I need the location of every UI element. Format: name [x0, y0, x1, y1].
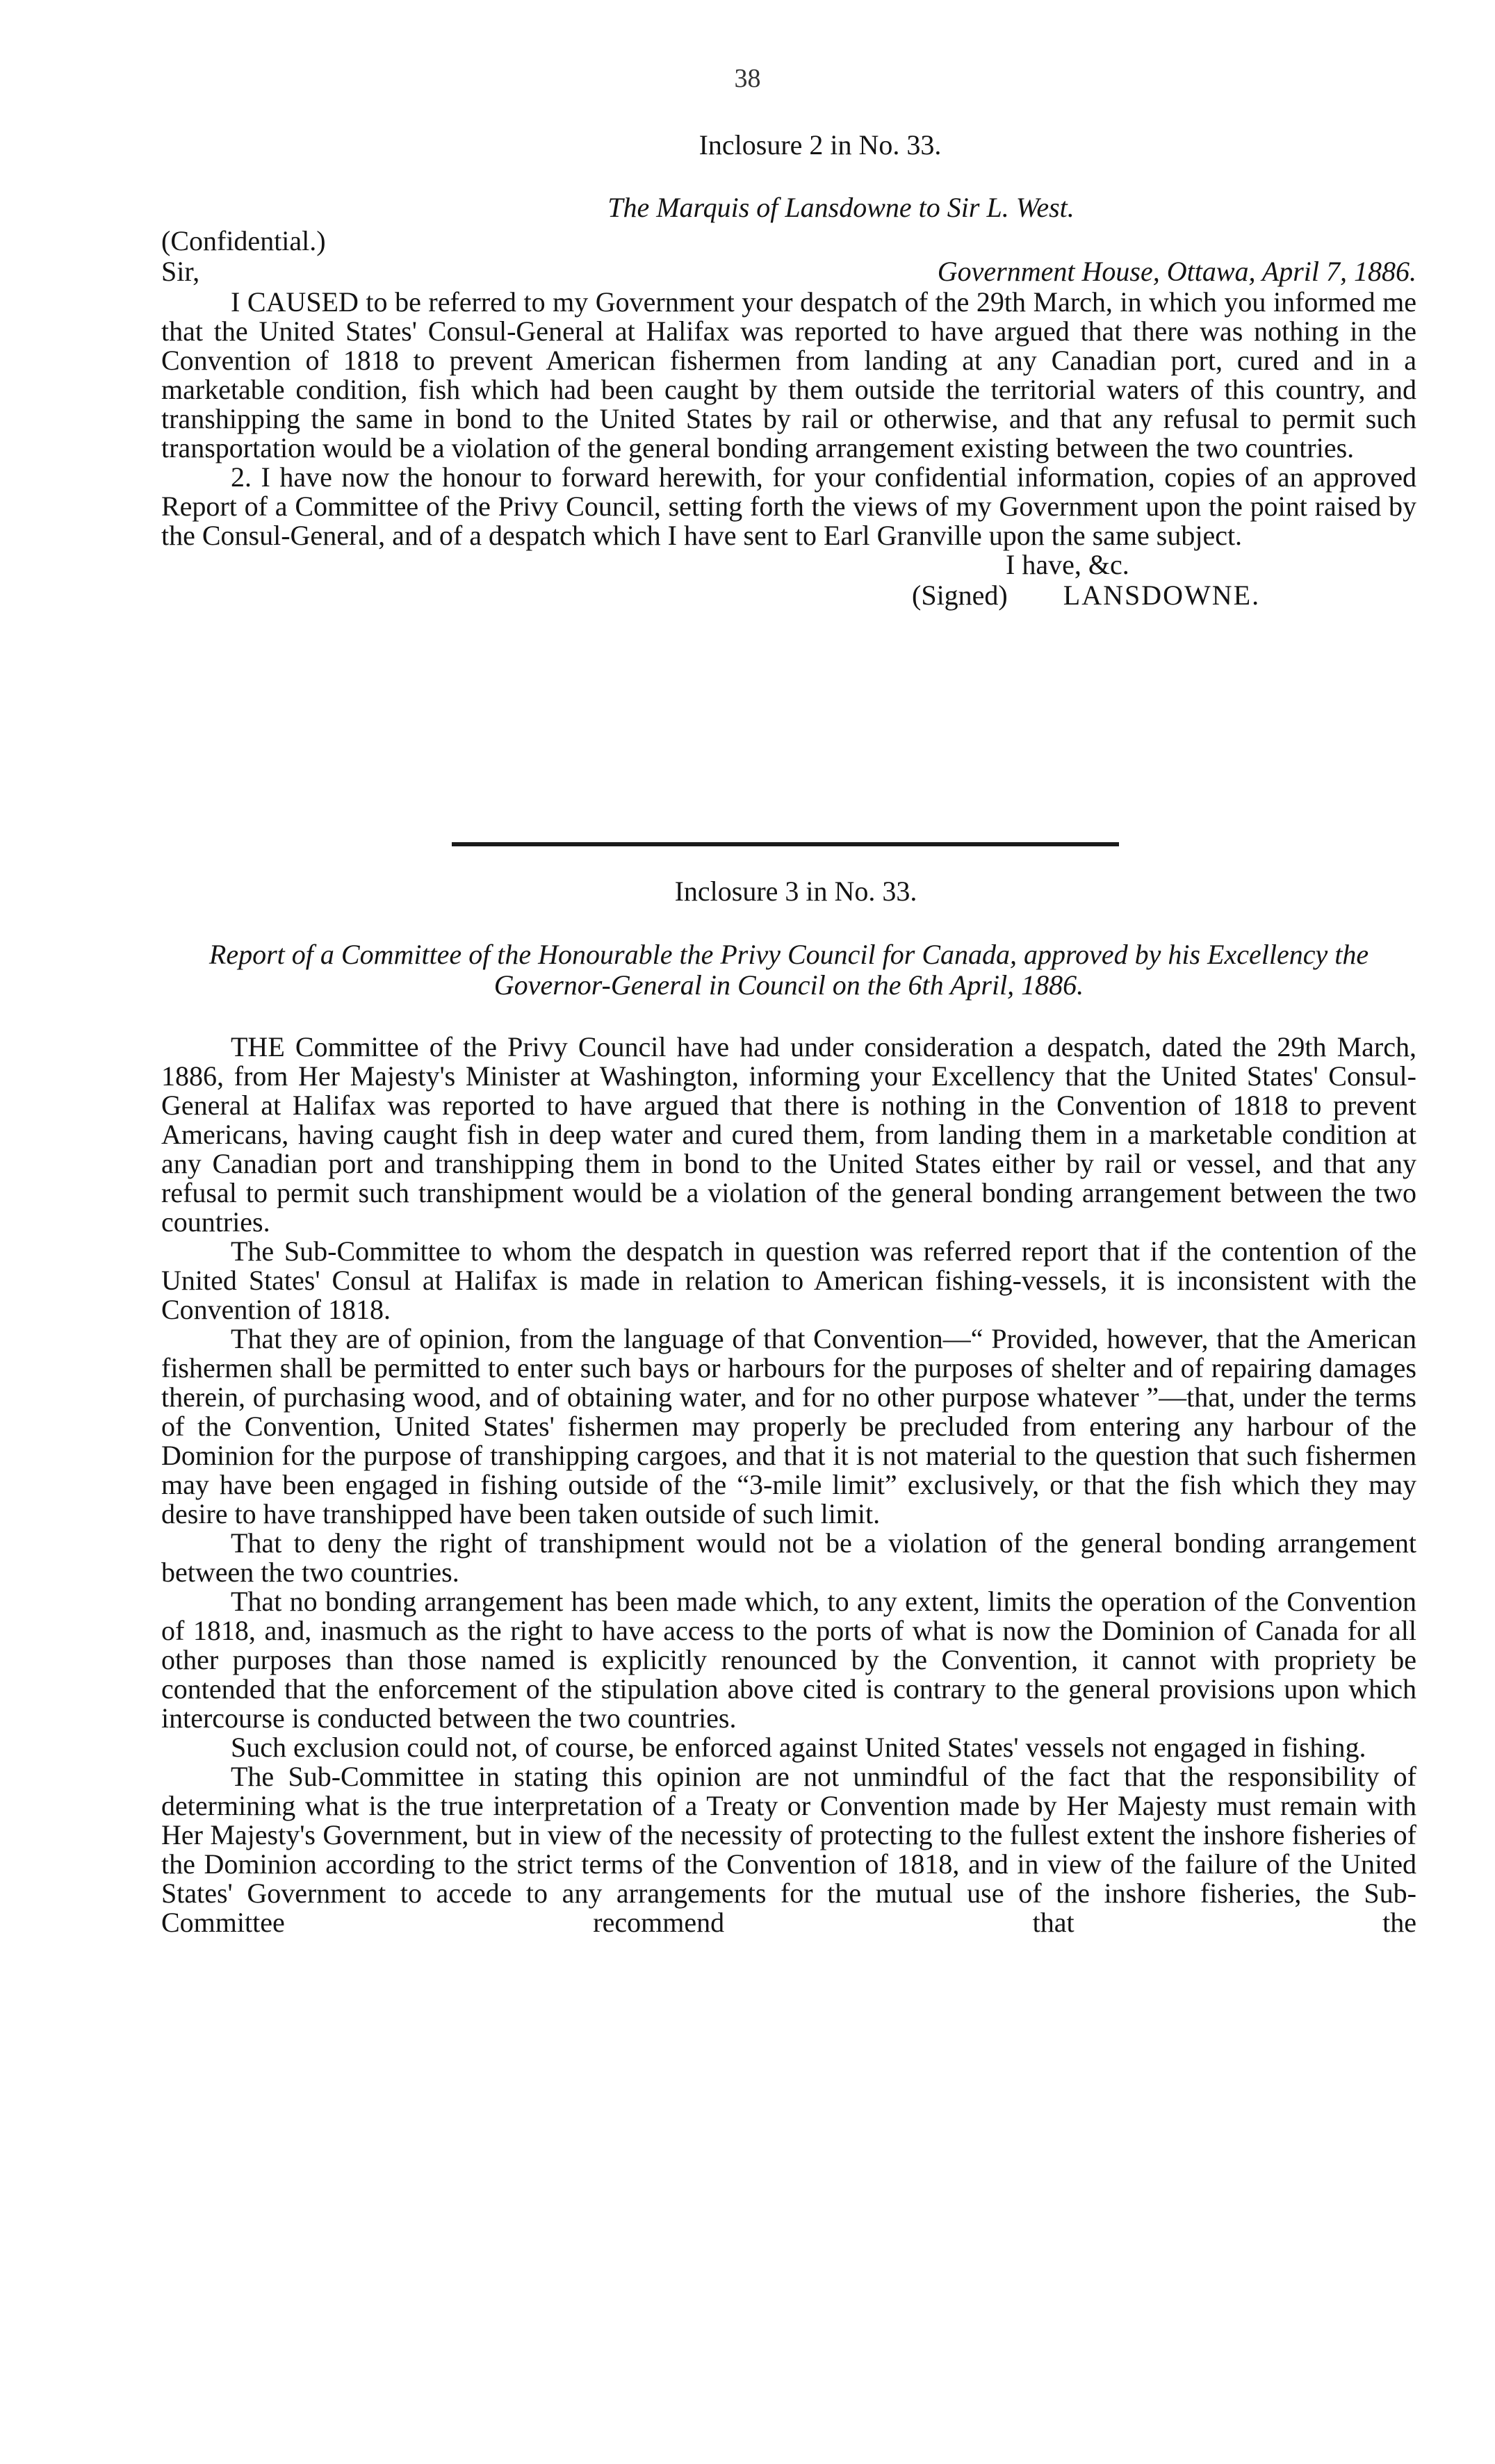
report-paragraph-1: THE Committee of the Privy Council have had under consideration a despatch, dated the 29th March, 1886, from Her Majesty's Minister at Washington, informing your Excellency that the United States' Consul-General at Halifax was reported to have argued that there is nothing in the Convention of 1818 to prevent Americans, having caught fish in deep water and cured them, from landing them in a marketable condition at any Canadian port and transhipping them in bond to the United States either by rail or vessel, and that any refusal to permit such transhipment would be a violation of the general bonding arrangement between the two countries. [161, 1031, 1416, 1238]
inclosure-3-section [161, 877, 1416, 1937]
letter-paragraph-1: I CAUSED to be referred to my Government your despatch of the 29th March, in which you informed me that the United States' Consul-General at Halifax was reported to have argued that there was nothing in the Convention of 1818 to prevent American fishermen from landing at any Canadian port, cured and in a marketable condition, fish which had been caught by them outside the territorial waters of this country, and transhipping the same in bond to the United States by rail or otherwise, and that any refusal to permit such transportation would be a violation of the general bonding arrangement existing between the two countries. [161, 286, 1416, 463]
report-paragraph-7: The Sub-Committee in stating this opinion are not unmindful of the fact that the responsibility of determining what is the true interpretation of a Treaty or Convention made by Her Majesty must remain with Her Majesty's Government, but in view of the necessity of protecting to the fullest extent the inshore fisheries of the Dominion according to the strict terms of the Convention of 1818, and in view of the failure of the United States' Government to accede to any arrangements for the mutual use of the inshore fisheries, the Sub-Committee recommend that the [161, 1761, 1416, 1938]
inclosure-2-section [161, 131, 1416, 611]
signer-name: LANSDOWNE. [1063, 580, 1261, 611]
signed-label: (Signed) [912, 580, 1008, 611]
signature-line [161, 581, 1416, 611]
closing: I have, &c. [1006, 549, 1129, 580]
letter-subheading: The Marquis of Lansdowne to Sir L. West. [607, 192, 1075, 223]
confidential-label: (Confidential.) [161, 225, 326, 256]
inclosure-3-heading: Inclosure 3 in No. 33. [674, 876, 917, 907]
report-paragraph-6: Such exclusion could not, of course, be enforced against United States' vessels not engaged in fishing. [231, 1732, 1366, 1763]
salutation-dateline-row [161, 257, 1416, 288]
inclosure-2-heading: Inclosure 2 in No. 33. [699, 129, 942, 161]
report-paragraph-4: That to deny the right of transhipment would not be a violation of the general bonding arrangement between the two countries. [161, 1527, 1416, 1588]
letter-paragraph-2: 2. I have now the honour to forward herewith, for your confidential information, copies of an approved Report of a Committee of the Privy Council, setting forth the views of my Government upon the point raised by the Consul-General, and of a despatch which I have sent to Earl Granville upon the same subject. [161, 461, 1416, 551]
report-paragraph-3: That they are of opinion, from the language of that Convention—“ Provided, however, that the American fishermen shall be permitted to enter such bays or harbours for the purposes of shelter and of repairing damages therein, of purchasing wood, and of obtaining water, and for no other purpose whatever ”—that, under the terms of the Convention, United States' fishermen may properly be precluded from entering any harbour of the Dominion for the purpose of transhipping cargoes, and that it is not material to the question that such fishermen may have been engaged in fishing outside of the “3-mile limit” exclusively, or that the fish which they may desire to have transhipped have been taken outside of such limit. [161, 1323, 1416, 1529]
section-divider [452, 842, 1119, 846]
dateline: Government House, Ottawa, April 7, 1886. [937, 256, 1416, 287]
report-title: Report of a Committee of the Honourable the Privy Council for Canada, approved by his Excellency the Governor-General in Council on the 6th April, 1886. [209, 939, 1369, 1001]
report-paragraph-5: That no bonding arrangement has been made which, to any extent, limits the operation of the Convention of 1818, and, inasmuch as the right to have access to the ports of what is now the Dominion of Canada for all other purposes than those named is explicitly renounced by the Convention, it cannot with propriety be contended that the enforcement of the stipulation above cited is contrary to the general provisions upon which intercourse is conducted between the two countries. [161, 1586, 1416, 1734]
report-paragraph-2: The Sub-Committee to whom the despatch in question was referred report that if the contention of the United States' Consul at Halifax is made in relation to American fishing-vessels, it is inconsistent with the Convention of 1818. [161, 1235, 1416, 1325]
page-number: 38 [734, 64, 761, 93]
salutation: Sir, [161, 256, 200, 287]
